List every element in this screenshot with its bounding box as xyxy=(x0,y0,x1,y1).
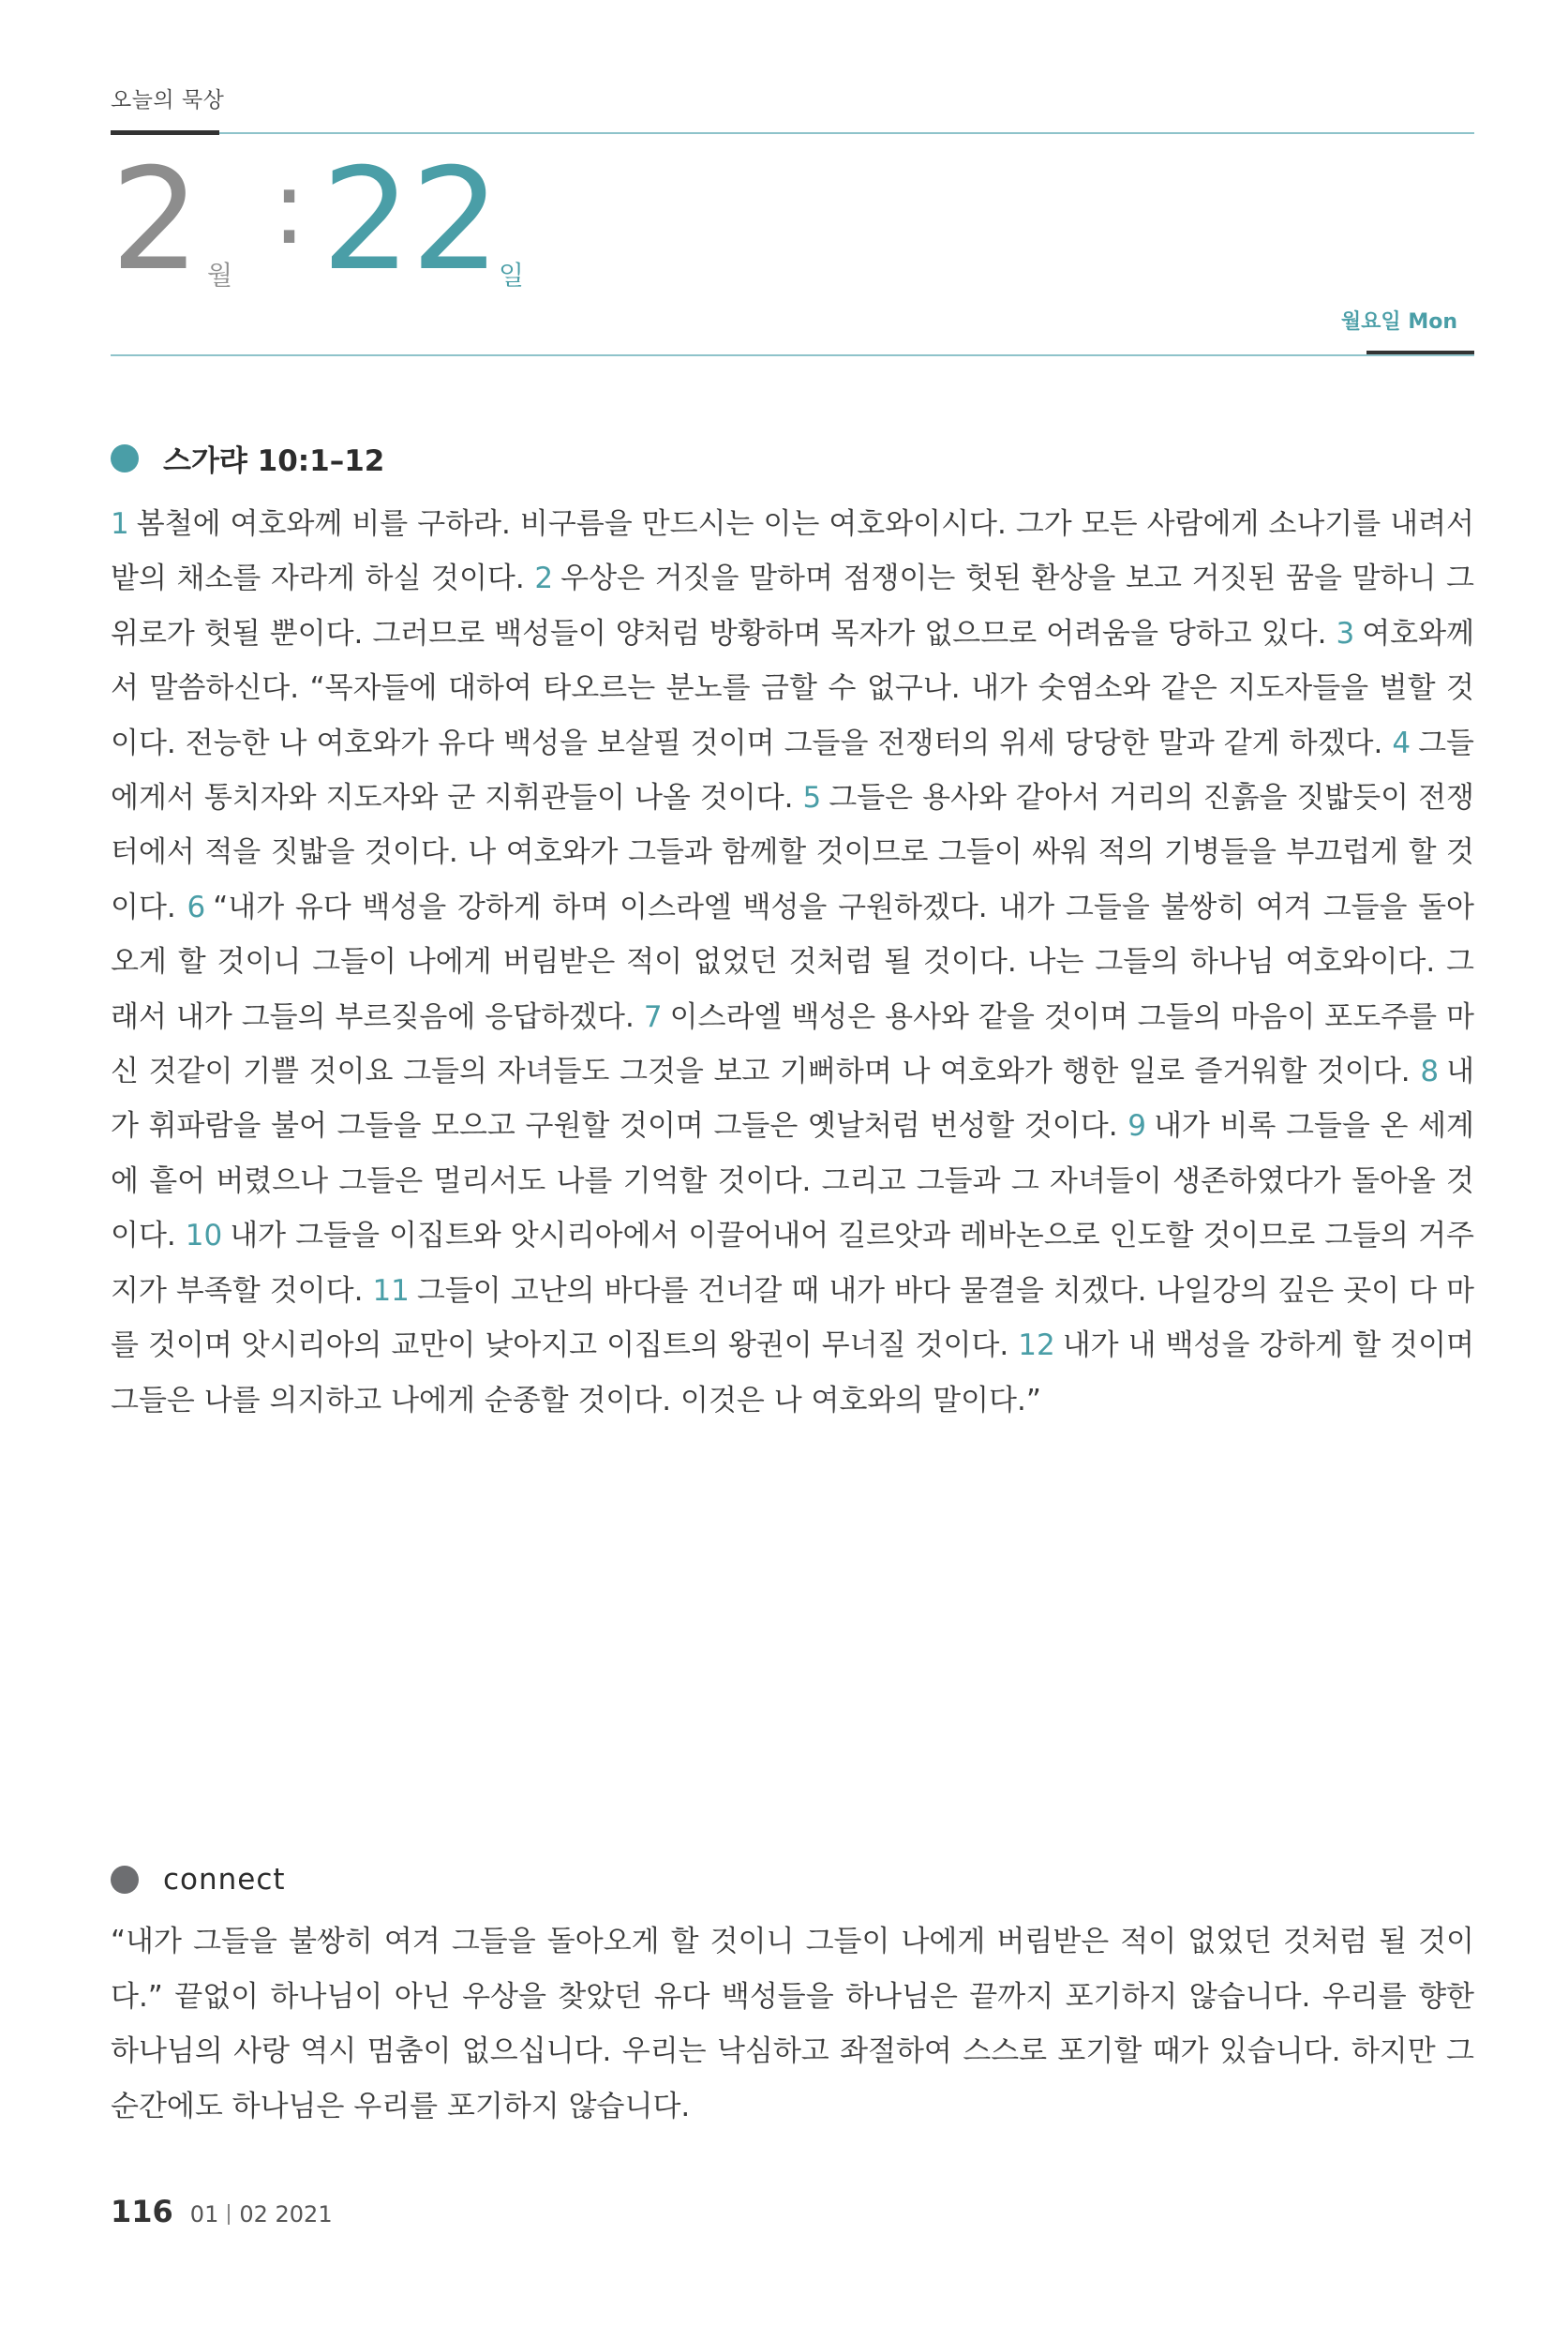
verse-text: 내가 휘파람을 불어 그들을 모으고 구원할 것이며 그들은 옛날처럼 번성할 것이다. xyxy=(111,1055,1475,1144)
issue-month: 01 xyxy=(189,2201,219,2228)
verse-number: 1 xyxy=(111,507,129,541)
top-divider-accent xyxy=(111,130,219,135)
scripture-heading xyxy=(111,437,384,479)
month-number: 2 xyxy=(111,139,201,302)
verse-number: 2 xyxy=(534,562,554,596)
verse-number: 8 xyxy=(1420,1055,1440,1089)
scripture-text xyxy=(111,497,1474,1428)
verse-number: 6 xyxy=(187,890,206,924)
connect-text: “내가 그들을 불쌍히 여겨 그들을 돌아오게 할 것이니 그들이 나에게 버림받은 적이 없었던 것처럼 될 것이다.” 끝없이 하나님이 아닌 우상을 찾았던 유다 백성들을 하나님은 끝까지 포기하지 않습니다. 우리를 향한 하나님의 사랑 역시 멈춤이 없으십니다. 우리는 낙심하고 좌절하여 스스로 포기할 때가 있습니다. 하지만 그 순간에도 하나님은 우리를 포기하지 않습니다. xyxy=(111,1925,1474,2123)
date-display xyxy=(111,141,1474,300)
date-colon: : xyxy=(272,147,307,267)
page-number: 116 xyxy=(111,2194,173,2229)
bullet-dot-icon xyxy=(111,444,139,472)
month-unit: 월 xyxy=(207,260,233,291)
verse-number: 3 xyxy=(1336,616,1355,651)
scripture-reference: 스가랴 10:1–12 xyxy=(163,444,385,478)
issue-separator xyxy=(228,2204,230,2225)
top-divider xyxy=(111,132,1474,134)
verse-text: 여호와께서 말씀하신다. “목자들에 대하여 타오르는 분노를 금할 수 없구나. 내가 숫염소와 같은 지도자들을 벌할 것이다. 전능한 나 여호와가 유다 백성을 보살필 것이며 그들을 전쟁터의 위세 당당한 말과 같게 하겠다. xyxy=(111,616,1474,760)
verse-text: 내가 비록 그들을 온 세계에 흩어 버렸으나 그들은 멀리서도 나를 기억할 것이다. 그리고 그들과 그 자녀들이 생존하였다가 돌아올 것이다. xyxy=(111,1109,1474,1253)
day-unit: 일 xyxy=(499,260,525,291)
verse-text: 그들은 용사와 같아서 거리의 진흙을 짓밟듯이 전쟁터에서 적을 짓밟을 것이다. 나 여호와가 그들과 함께할 것이므로 그들이 싸워 적의 기병들을 부끄럽게 할 것이다. xyxy=(111,781,1474,924)
verse-text: “내가 유다 백성을 강하게 하며 이스라엘 백성을 구원하겠다. 내가 그들을 불쌍히 여겨 그들을 돌아오게 할 것이니 그들이 나에게 버림받은 적이 없었던 것처럼 될 것이다. 나는 그들의 하나님 여호와이다. 그래서 내가 그들의 부르짖음에 응답하겠다. xyxy=(111,890,1474,1034)
verse-text: 이스라엘 백성은 용사와 같을 것이며 그들의 마음이 포도주를 마신 것같이 기쁠 것이요 그들의 자녀들도 그것을 보고 기뻐하며 나 여호와가 행한 일로 즐거워할 것이다. xyxy=(111,999,1474,1089)
verse-number: 7 xyxy=(643,999,663,1034)
issue-rest: 02 2021 xyxy=(239,2201,333,2228)
header-divider xyxy=(111,354,1474,356)
verse-text: 내가 그들을 이집트와 앗시리아에서 이끌어내어 길르앗과 레바논으로 인도할 것이므로 그들의 거주지가 부족할 것이다. xyxy=(111,1219,1475,1308)
verse-number: 12 xyxy=(1018,1328,1055,1363)
verse-number: 4 xyxy=(1392,726,1411,760)
connect-title: connect xyxy=(163,1863,286,1897)
verse-number: 5 xyxy=(802,781,822,816)
verse-number: 9 xyxy=(1127,1109,1146,1144)
page-footer xyxy=(111,2194,333,2229)
connect-heading xyxy=(111,1863,286,1897)
issue-date xyxy=(190,2201,333,2228)
verse-number: 11 xyxy=(372,1273,410,1308)
section-label: 오늘의 묵상 xyxy=(111,88,225,112)
weekday-label: 월요일 Mon xyxy=(1340,310,1457,334)
verse-number: 10 xyxy=(185,1219,223,1253)
verse-text: 그들이 고난의 바다를 건너갈 때 내가 바다 물결을 치겠다. 나일강의 깊은 곳이 다 마를 것이며 앗시리아의 교만이 낮아지고 이집트의 왕권이 무너질 것이다. xyxy=(111,1273,1475,1363)
verse-text: 우상은 거짓을 말하며 점쟁이는 헛된 환상을 보고 거짓된 꿈을 말하니 그 위로가 헛될 뿐이다. 그러므로 백성들이 양처럼 방황하며 목자가 없으므로 어려움을 당하고 있다. xyxy=(111,562,1474,651)
bullet-dot-icon xyxy=(111,1866,139,1894)
verse-text: 내가 내 백성을 강하게 할 것이며 그들은 나를 의지하고 나에게 순종할 것이다. 이것은 나 여호와의 말이다.” xyxy=(111,1328,1474,1418)
verse-text: 봄철에 여호와께 비를 구하라. 비구름을 만드시는 이는 여호와이시다. 그가 모든 사람에게 소나기를 내려서 밭의 채소를 자라게 하실 것이다. xyxy=(111,507,1474,596)
day-number: 22 xyxy=(321,139,500,302)
verse-text: 그들에게서 통치자와 지도자와 군 지휘관들이 나올 것이다. xyxy=(111,726,1474,816)
